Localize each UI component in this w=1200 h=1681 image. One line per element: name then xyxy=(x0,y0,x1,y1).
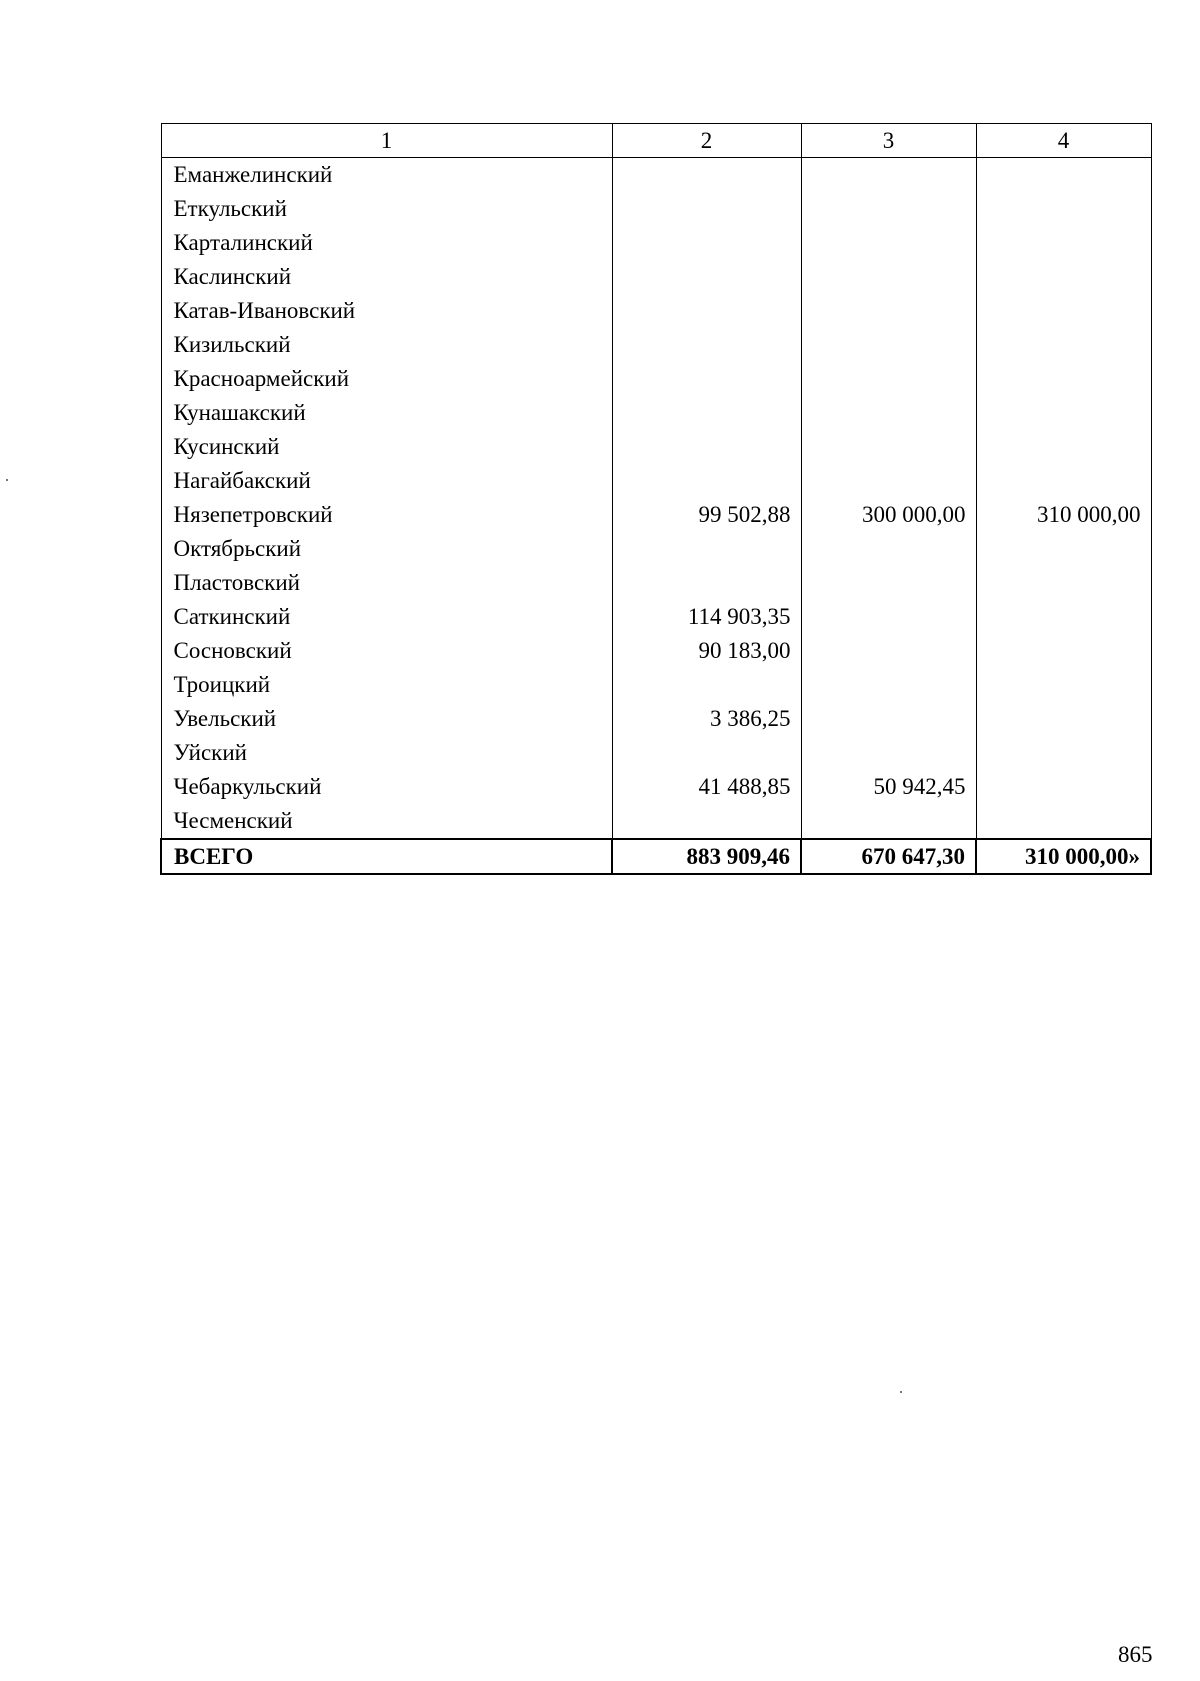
value-cell: 300 000,00 xyxy=(801,498,976,532)
column-header: 3 xyxy=(801,124,976,158)
district-name-cell: Кизильский xyxy=(161,328,612,362)
value-cell xyxy=(801,396,976,430)
value-cell xyxy=(976,362,1151,396)
value-cell xyxy=(612,804,801,839)
value-cell xyxy=(612,260,801,294)
table-row xyxy=(161,702,1151,736)
value-cell xyxy=(801,668,976,702)
value-cell xyxy=(976,192,1151,226)
value-cell xyxy=(612,362,801,396)
total-row xyxy=(161,839,1151,874)
table-row xyxy=(161,328,1151,362)
value-cell xyxy=(976,464,1151,498)
value-cell xyxy=(612,294,801,328)
district-name-cell: Саткинский xyxy=(161,600,612,634)
table-row xyxy=(161,770,1151,804)
district-name-cell: Катав-Ивановский xyxy=(161,294,612,328)
table-row xyxy=(161,668,1151,702)
table-row xyxy=(161,192,1151,226)
district-name-cell: Нязепетровский xyxy=(161,498,612,532)
value-cell xyxy=(976,668,1151,702)
district-name-cell: Карталинский xyxy=(161,226,612,260)
district-name-cell: Троицкий xyxy=(161,668,612,702)
district-name-cell: Нагайбакский xyxy=(161,464,612,498)
value-cell xyxy=(612,532,801,566)
value-cell xyxy=(976,600,1151,634)
district-name-cell: Кунашакский xyxy=(161,396,612,430)
value-cell xyxy=(612,464,801,498)
value-cell: 99 502,88 xyxy=(612,498,801,532)
table-row xyxy=(161,804,1151,839)
value-cell xyxy=(612,736,801,770)
total-value-cell: 670 647,30 xyxy=(801,839,976,874)
table-row xyxy=(161,634,1151,668)
district-name-cell: Октябрьский xyxy=(161,532,612,566)
value-cell xyxy=(612,226,801,260)
value-cell xyxy=(801,260,976,294)
value-cell xyxy=(976,396,1151,430)
value-cell xyxy=(976,566,1151,600)
header-row xyxy=(161,124,1151,158)
value-cell xyxy=(801,192,976,226)
total-value-cell: 883 909,46 xyxy=(612,839,801,874)
value-cell xyxy=(801,158,976,193)
total-value-cell: 310 000,00» xyxy=(976,839,1151,874)
table-body xyxy=(161,158,1151,875)
value-cell xyxy=(801,362,976,396)
district-name-cell: Каслинский xyxy=(161,260,612,294)
page-number: 865 xyxy=(1118,1642,1153,1667)
value-cell xyxy=(801,566,976,600)
value-cell xyxy=(976,158,1151,193)
value-cell xyxy=(976,294,1151,328)
table-row xyxy=(161,430,1151,464)
district-name-cell: Красноармейский xyxy=(161,362,612,396)
column-header: 2 xyxy=(612,124,801,158)
table-row xyxy=(161,396,1151,430)
value-cell xyxy=(976,804,1151,839)
value-cell xyxy=(801,702,976,736)
value-cell xyxy=(976,736,1151,770)
value-cell xyxy=(976,634,1151,668)
value-cell xyxy=(801,736,976,770)
value-cell xyxy=(976,430,1151,464)
value-cell xyxy=(976,226,1151,260)
district-name-cell: Сосновский xyxy=(161,634,612,668)
table-row xyxy=(161,158,1151,193)
district-name-cell: Еманжелинский xyxy=(161,158,612,193)
district-name-cell: Увельский xyxy=(161,702,612,736)
value-cell xyxy=(801,294,976,328)
district-table xyxy=(160,123,1152,875)
value-cell xyxy=(976,702,1151,736)
district-name-cell: Кусинский xyxy=(161,430,612,464)
value-cell: 90 183,00 xyxy=(612,634,801,668)
table-row xyxy=(161,566,1151,600)
value-cell xyxy=(801,600,976,634)
table-row xyxy=(161,600,1151,634)
district-name-cell: Пластовский xyxy=(161,566,612,600)
column-header: 1 xyxy=(161,124,612,158)
value-cell xyxy=(976,260,1151,294)
value-cell xyxy=(801,634,976,668)
district-name-cell: Чесменский xyxy=(161,804,612,839)
value-cell xyxy=(801,328,976,362)
value-cell xyxy=(976,532,1151,566)
table-row xyxy=(161,736,1151,770)
district-name-cell: Чебаркульский xyxy=(161,770,612,804)
value-cell: 50 942,45 xyxy=(801,770,976,804)
scan-speck xyxy=(6,479,8,481)
value-cell: 3 386,25 xyxy=(612,702,801,736)
value-cell xyxy=(612,328,801,362)
table-row xyxy=(161,260,1151,294)
value-cell xyxy=(612,192,801,226)
table-row xyxy=(161,498,1151,532)
table-row xyxy=(161,294,1151,328)
value-cell xyxy=(612,566,801,600)
table-row xyxy=(161,362,1151,396)
value-cell: 41 488,85 xyxy=(612,770,801,804)
value-cell: 310 000,00 xyxy=(976,498,1151,532)
value-cell xyxy=(612,396,801,430)
value-cell xyxy=(801,532,976,566)
value-cell xyxy=(801,464,976,498)
value-cell xyxy=(612,668,801,702)
value-cell xyxy=(801,226,976,260)
value-cell xyxy=(612,430,801,464)
value-cell xyxy=(801,430,976,464)
district-name-cell: Уйский xyxy=(161,736,612,770)
value-cell xyxy=(801,804,976,839)
scan-speck xyxy=(900,1391,902,1393)
table-row xyxy=(161,532,1151,566)
value-cell: 114 903,35 xyxy=(612,600,801,634)
column-header: 4 xyxy=(976,124,1151,158)
total-label-cell: ВСЕГО xyxy=(161,839,612,874)
table-row xyxy=(161,226,1151,260)
district-name-cell: Еткульский xyxy=(161,192,612,226)
value-cell xyxy=(976,770,1151,804)
table-row xyxy=(161,464,1151,498)
value-cell xyxy=(612,158,801,193)
value-cell xyxy=(976,328,1151,362)
